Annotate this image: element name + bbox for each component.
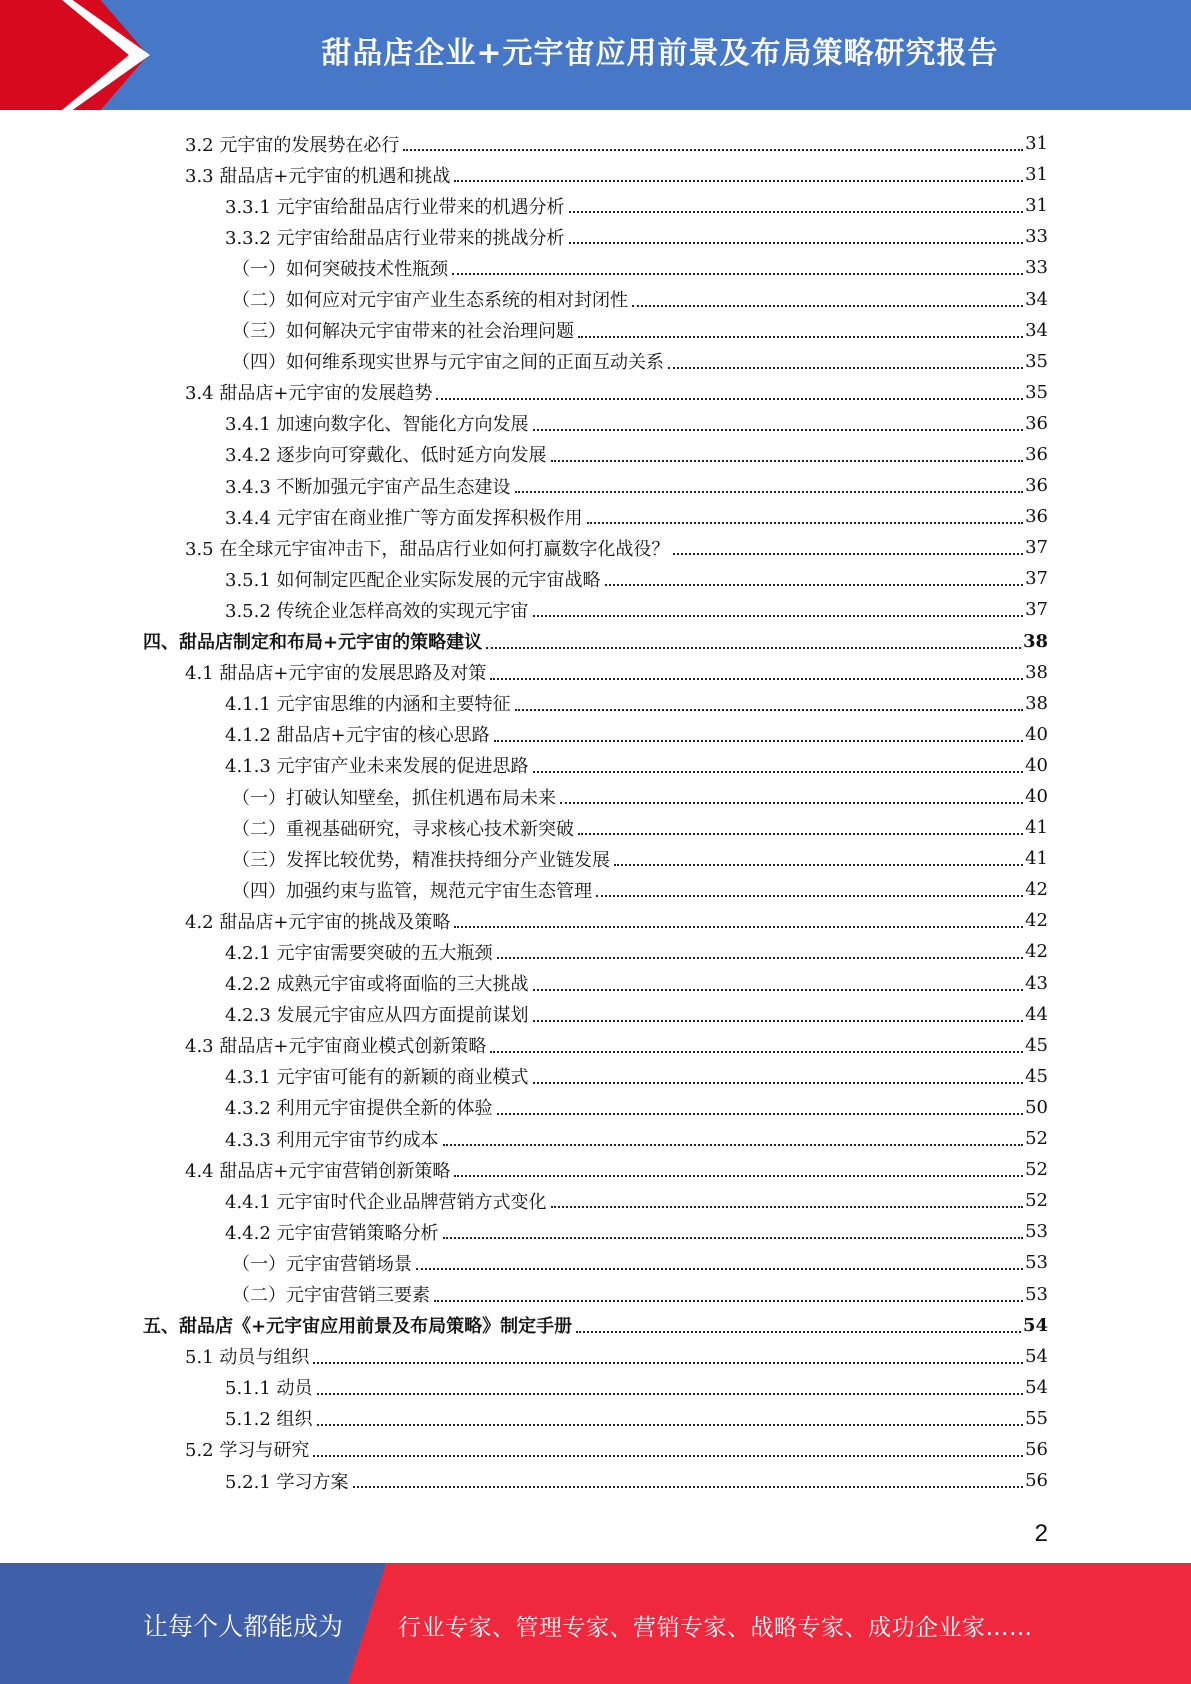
toc-entry[interactable] — [0, 843, 1191, 874]
toc-entry-title: （四）如何维系现实世界与元宇宙之间的正面互动关系 — [232, 352, 664, 374]
toc-entry-page: 35 — [1025, 350, 1048, 372]
toc-entry[interactable] — [0, 874, 1191, 905]
toc-entry-title: 4.3.1 元宇宙可能有的新颖的商业模式 — [225, 1067, 529, 1089]
toc-dot-leader — [533, 428, 1024, 431]
toc-dot-leader — [560, 801, 1023, 804]
toc-dot-leader — [578, 832, 1023, 835]
toc-entry-page: 53 — [1025, 1252, 1048, 1274]
toc-dot-leader — [515, 708, 1024, 711]
toc-entry[interactable] — [0, 1061, 1191, 1092]
toc-entry-title: 4.4 甜品店+元宇宙营销创新策略 — [185, 1160, 451, 1182]
toc-entry-title: 3.5.1 如何制定匹配企业实际发展的元宇宙战略 — [225, 569, 601, 591]
toc-entry[interactable] — [0, 1310, 1191, 1341]
toc-entry[interactable] — [0, 750, 1191, 781]
toc-entry-page: 42 — [1025, 910, 1048, 932]
toc-entry[interactable] — [0, 377, 1191, 408]
toc-dot-leader — [497, 1112, 1024, 1115]
toc-entry[interactable] — [0, 346, 1191, 377]
toc-entry-title: 3.3 甜品店+元宇宙的机遇和挑战 — [185, 165, 451, 187]
toc-dot-leader — [416, 1267, 1023, 1270]
toc-dot-leader — [452, 272, 1023, 275]
toc-entry-page: 34 — [1025, 288, 1048, 310]
header-red-block — [0, 0, 148, 110]
toc-dot-leader — [443, 1236, 1024, 1239]
toc-entry-title: （三）发挥比较优势，精准扶持细分产业链发展 — [232, 849, 610, 871]
toc-entry[interactable] — [0, 532, 1191, 563]
toc-entry[interactable] — [0, 626, 1191, 657]
toc-entry[interactable] — [0, 1403, 1191, 1434]
toc-dot-leader — [353, 1485, 1024, 1488]
toc-dot-leader — [454, 1174, 1023, 1177]
toc-entry[interactable] — [0, 1278, 1191, 1309]
toc-entry[interactable] — [0, 1185, 1191, 1216]
toc-entry-page: 56 — [1025, 1470, 1048, 1492]
toc-entry-title: 3.4.4 元宇宙在商业推广等方面发挥积极作用 — [225, 507, 583, 529]
toc-entry-page: 52 — [1025, 1190, 1048, 1212]
toc-entry-page: 31 — [1025, 164, 1048, 186]
toc-entry-title: （二）重视基础研究，寻求核心技术新突破 — [232, 818, 574, 840]
toc-dot-leader — [614, 863, 1023, 866]
toc-dot-leader — [668, 366, 1023, 369]
toc-entry-page: 53 — [1025, 1283, 1048, 1305]
toc-entry-title: 4.3.2 利用元宇宙提供全新的体验 — [225, 1098, 493, 1120]
toc-entry-title: （三）如何解决元宇宙带来的社会治理问题 — [232, 321, 574, 343]
toc-entry-page: 42 — [1025, 941, 1048, 963]
toc-entry-title: 3.3.2 元宇宙给甜品店行业带来的挑战分析 — [225, 227, 565, 249]
toc-entry-page: 45 — [1025, 1034, 1048, 1056]
toc-dot-leader — [317, 1423, 1024, 1426]
toc-entry-page: 38 — [1025, 692, 1048, 714]
toc-entry-title: 4.2 甜品店+元宇宙的挑战及策略 — [185, 911, 451, 933]
toc-entry-page: 53 — [1025, 1221, 1048, 1243]
report-title: 甜品店企业+元宇宙应用前景及布局策略研究报告 — [321, 36, 999, 71]
toc-entry[interactable] — [0, 999, 1191, 1030]
toc-entry-page: 36 — [1025, 475, 1048, 497]
toc-dot-leader — [551, 459, 1024, 462]
toc-entry-page: 52 — [1025, 1159, 1048, 1181]
toc-entry-title: 4.1 甜品店+元宇宙的发展思路及对策 — [185, 663, 487, 685]
toc-entry-title: 4.4.2 元宇宙营销策略分析 — [225, 1222, 439, 1244]
toc-entry-page: 42 — [1025, 879, 1048, 901]
toc-entry-title: 四、甜品店制定和布局+元宇宙的策略建议 — [143, 632, 483, 654]
toc-dot-leader — [490, 677, 1023, 680]
toc-entry[interactable] — [0, 439, 1191, 470]
toc-entry[interactable] — [0, 1434, 1191, 1465]
toc-dot-leader — [578, 335, 1023, 338]
toc-dot-leader — [494, 739, 1023, 742]
toc-entry[interactable] — [0, 159, 1191, 190]
toc-entry-page: 36 — [1025, 412, 1048, 434]
toc-entry[interactable] — [0, 781, 1191, 812]
toc-entry[interactable] — [0, 719, 1191, 750]
toc-entry-title: 4.1.3 元宇宙产业未来发展的促进思路 — [225, 756, 529, 778]
toc-entry[interactable] — [0, 1216, 1191, 1247]
toc-entry-title: 3.4.3 不断加强元宇宙产品生态建设 — [225, 476, 511, 498]
toc-dot-leader — [515, 490, 1024, 493]
toc-entry-page: 54 — [1025, 1345, 1048, 1367]
toc-entry-page: 44 — [1025, 1003, 1048, 1025]
toc-dot-leader — [454, 925, 1023, 928]
toc-entry-title: （一）打破认知壁垒，抓住机遇布局未来 — [232, 787, 556, 809]
toc-dot-leader — [533, 1019, 1024, 1022]
toc-dot-leader — [434, 1299, 1023, 1302]
toc-entry-title: 5.1 动员与组织 — [185, 1347, 310, 1369]
toc-entry-page: 40 — [1025, 786, 1048, 808]
toc-entry[interactable] — [0, 1092, 1191, 1123]
footer-slogan-right: 行业专家、管理专家、营销专家、战略专家、成功企业家…… — [398, 1615, 1033, 1641]
toc-entry[interactable] — [0, 1154, 1191, 1185]
toc-entry-page: 33 — [1025, 226, 1048, 248]
toc-entry-page: 36 — [1025, 443, 1048, 465]
toc-entry-page: 43 — [1025, 972, 1048, 994]
toc-entry-title: 4.2.2 成熟元宇宙或将面临的三大挑战 — [225, 974, 529, 996]
toc-entry-title: 五、甜品店《+元宇宙应用前景及布局策略》制定手册 — [143, 1316, 573, 1338]
toc-dot-leader — [569, 210, 1024, 213]
toc-dot-leader — [576, 1330, 1021, 1333]
toc-entry-page: 31 — [1025, 133, 1048, 155]
toc-entry-page: 31 — [1025, 195, 1048, 217]
toc-entry-title: （一）元宇宙营销场景 — [232, 1253, 412, 1275]
toc-entry[interactable] — [0, 1465, 1191, 1496]
toc-dot-leader — [436, 397, 1023, 400]
toc-entry[interactable] — [0, 905, 1191, 936]
page-footer — [0, 1563, 1191, 1684]
toc-entry-title: 3.5 在全球元宇宙冲击下，甜品店行业如何打赢数字化战役？ — [185, 538, 670, 560]
toc-entry[interactable] — [0, 252, 1191, 283]
toc-dot-leader — [313, 1361, 1023, 1364]
toc-dot-leader — [533, 1081, 1024, 1084]
toc-entry-title: 3.2 元宇宙的发展势在必行 — [185, 134, 400, 156]
toc-entry[interactable] — [0, 968, 1191, 999]
toc-entry-page: 45 — [1025, 1065, 1048, 1087]
toc-entry[interactable] — [0, 1341, 1191, 1372]
toc-entry-page: 37 — [1025, 568, 1048, 590]
toc-dot-leader — [497, 956, 1024, 959]
toc-entry-title: 4.2.3 发展元宇宙应从四方面提前谋划 — [225, 1005, 529, 1027]
toc-entry[interactable] — [0, 657, 1191, 688]
toc-entry[interactable] — [0, 594, 1191, 625]
toc-dot-leader — [313, 1454, 1023, 1457]
toc-entry-page: 52 — [1025, 1128, 1048, 1150]
toc-entry-title: 3.5.2 传统企业怎样高效的实现元宇宙 — [225, 600, 529, 622]
toc-entry[interactable] — [0, 563, 1191, 594]
toc-entry-title: 3.4.1 加速向数字化、智能化方向发展 — [225, 414, 529, 436]
toc-dot-leader — [596, 894, 1023, 897]
toc-entry[interactable] — [0, 1247, 1191, 1278]
toc-entry-page: 40 — [1025, 754, 1048, 776]
toc-entry-title: 5.2 学习与研究 — [185, 1440, 310, 1462]
toc-dot-leader — [490, 1050, 1023, 1053]
toc-dot-leader — [403, 148, 1023, 151]
page-header — [0, 0, 1191, 110]
toc-dot-leader — [587, 521, 1024, 524]
toc-dot-leader — [673, 552, 1023, 555]
toc-dot-leader — [632, 304, 1023, 307]
toc-entry-page: 38 — [1022, 630, 1048, 652]
toc-entry-title: 3.3.1 元宇宙给甜品店行业带来的机遇分析 — [225, 196, 565, 218]
toc-entry-page: 37 — [1025, 599, 1048, 621]
toc-entry-title: （二）如何应对元宇宙产业生态系统的相对封闭性 — [232, 290, 628, 312]
toc-dot-leader — [533, 988, 1024, 991]
toc-entry-page: 34 — [1025, 319, 1048, 341]
toc-entry-page: 41 — [1025, 848, 1048, 870]
toc-dot-leader — [454, 179, 1023, 182]
toc-entry[interactable] — [0, 936, 1191, 967]
toc-entry[interactable] — [0, 1030, 1191, 1061]
toc-entry-page: 54 — [1022, 1314, 1048, 1336]
toc-dot-leader — [533, 614, 1024, 617]
toc-entry-page: 41 — [1025, 817, 1048, 839]
toc-entry-title: 4.3 甜品店+元宇宙商业模式创新策略 — [185, 1036, 487, 1058]
toc-dot-leader — [569, 241, 1024, 244]
page-number: 2 — [1034, 1520, 1048, 1547]
toc-entry-title: （二）元宇宙营销三要素 — [232, 1285, 430, 1307]
toc-entry[interactable] — [0, 408, 1191, 439]
toc-entry-title: （四）加强约束与监管，规范元宇宙生态管理 — [232, 880, 592, 902]
toc-entry-title: 5.1.1 动员 — [225, 1378, 313, 1400]
toc-entry-page: 35 — [1025, 381, 1048, 403]
toc-entry[interactable] — [0, 501, 1191, 532]
table-of-contents — [0, 128, 1191, 1496]
toc-dot-leader — [551, 1205, 1024, 1208]
toc-entry-title: 4.4.1 元宇宙时代企业品牌营销方式变化 — [225, 1191, 547, 1213]
toc-entry-page: 56 — [1025, 1438, 1048, 1460]
toc-entry-page: 54 — [1025, 1376, 1048, 1398]
toc-entry-title: 5.1.2 组织 — [225, 1409, 313, 1431]
toc-entry[interactable] — [0, 190, 1191, 221]
toc-entry-title: 3.4.2 逐步向可穿戴化、低时延方向发展 — [225, 445, 547, 467]
toc-dot-leader — [605, 583, 1024, 586]
toc-entry-title: 5.2.1 学习方案 — [225, 1471, 349, 1493]
toc-entry-page: 38 — [1025, 661, 1048, 683]
toc-entry-page: 37 — [1025, 537, 1048, 559]
toc-entry-page: 40 — [1025, 723, 1048, 745]
toc-entry-title: 4.1.1 元宇宙思维的内涵和主要特征 — [225, 694, 511, 716]
toc-entry-title: （一）如何突破技术性瓶颈 — [232, 258, 448, 280]
toc-entry[interactable] — [0, 470, 1191, 501]
toc-entry[interactable] — [0, 688, 1191, 719]
toc-entry-title: 4.3.3 利用元宇宙节约成本 — [225, 1129, 439, 1151]
toc-entry[interactable] — [0, 1372, 1191, 1403]
footer-slogan-left: 让每个人都能成为 — [143, 1612, 344, 1641]
toc-entry-page: 36 — [1025, 506, 1048, 528]
toc-entry-page: 50 — [1025, 1096, 1048, 1118]
toc-entry[interactable] — [0, 315, 1191, 346]
toc-entry-title: 4.1.2 甜品店+元宇宙的核心思路 — [225, 725, 490, 747]
toc-dot-leader — [317, 1392, 1024, 1395]
toc-entry-title: 3.4 甜品店+元宇宙的发展趋势 — [185, 383, 433, 405]
toc-entry[interactable] — [0, 221, 1191, 252]
toc-entry[interactable] — [0, 812, 1191, 843]
toc-entry-page: 55 — [1025, 1407, 1048, 1429]
toc-dot-leader — [443, 1143, 1024, 1146]
toc-entry-title: 4.2.1 元宇宙需要突破的五大瓶颈 — [225, 942, 493, 964]
toc-dot-leader — [486, 646, 1021, 649]
toc-entry-page: 33 — [1025, 257, 1048, 279]
toc-entry[interactable] — [0, 128, 1191, 159]
toc-entry[interactable] — [0, 1123, 1191, 1154]
toc-dot-leader — [533, 770, 1024, 773]
toc-entry[interactable] — [0, 283, 1191, 314]
